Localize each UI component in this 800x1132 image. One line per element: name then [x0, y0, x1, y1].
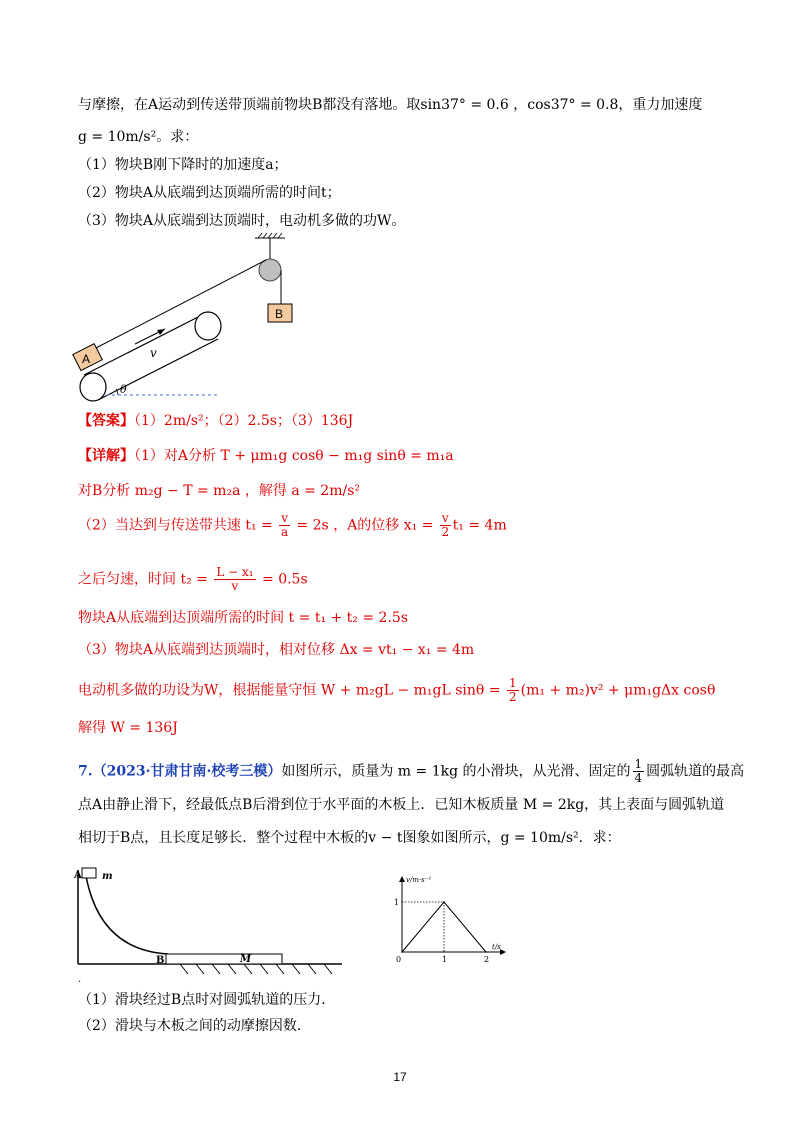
problem6-question-2: （2）物块A从底端到达顶端所需的时间t； [78, 185, 341, 201]
problem7-line-1: 7.（2023·甘肃甘南·校考三模）如图所示，质量为 m = 1kg 的小滑块，从光滑、固定的 $\frac{1}{4}$ 圆弧轨道的最高 [78, 757, 745, 785]
solution-line-5: 物块A从底端到达顶端所需的时间 t = t₁ + t₂ = 2.5s [78, 610, 409, 626]
conveyor-figure [70, 232, 310, 407]
block-a-label: A [82, 352, 91, 366]
origin-label: 0 [396, 955, 402, 964]
angle-label: θ [120, 383, 127, 396]
block-b-label: B [275, 307, 284, 321]
solution-line-4: 之后匀速，时间 t₂ = $\frac{\text{L − x₁}}{v}$ = 0.5s [78, 565, 308, 593]
data-point [485, 951, 487, 953]
answer-line [78, 411, 353, 431]
problem6-question-1: （1）物块B刚下降时的加速度a； [78, 157, 288, 173]
arc-track-figure [72, 868, 352, 978]
problem7-number: 7. [78, 763, 93, 780]
page-number: 17 [393, 1070, 407, 1084]
point-b-label: B [156, 955, 165, 966]
problem6-line-2: g = 10m/s²。求： [78, 129, 199, 145]
y-tick-label: 1 [394, 898, 400, 907]
answer-text: （1）2m/s²；（2）2.5s；（3）136J [134, 413, 354, 429]
x-axis-label: t/s [492, 943, 501, 951]
solution-line-7: 电动机多做的功设为W，根据能量守恒 W + m₂gL − m₁gL sinθ = $\frac{1}{2}$ (m₁ + m₂)v² + μm₁gΔx cosθ [78, 676, 716, 704]
problem7-line-2: 点A由静止滑下，经最低点B后滑到位于水平面的木板上．已知木板质量 M = 2kg，其上表面与圆弧轨道 [78, 797, 725, 813]
mass-m-label: m [102, 871, 113, 882]
wooden-board [166, 954, 282, 964]
problem7-line-3: 相切于B点，且长度足够长．整个过程中木板的v − t图象如图所示，g = 10m/s²．求： [78, 830, 621, 846]
problem7-source: （2023·甘肃甘南·校考三模） [92, 763, 282, 780]
solution-line-8: 解得 W = 136J [78, 720, 178, 736]
small-block [82, 868, 96, 878]
y-axis-label: v/m·s⁻¹ [406, 876, 432, 884]
solution-line-6: （3）物块A从底端到达顶端时，相对位移 Δx = vt₁ − x₁ = 4m [78, 642, 475, 658]
solution-line-2: 对B分析 m₂g − T = m₂a ，解得 a = 2m/s² [78, 483, 360, 499]
velocity-label: v [150, 346, 157, 360]
data-point [443, 901, 445, 903]
dot-mark: . [78, 974, 82, 985]
problem7-question-1: （1）滑块经过B点时对圆弧轨道的压力． [78, 992, 336, 1008]
detail-tag: 【详解】 [78, 448, 134, 464]
solution-line-3: （2）当达到与传送带共速 t₁ = $\frac{v}{a}$ = 2s ，A的位移 x₁ = $\frac{v}{2}$ t₁ = 4m [78, 511, 507, 539]
problem7-question-2: （2）滑块与木板之间的动摩擦因数． [78, 1018, 311, 1034]
point-a-label: A [74, 870, 82, 881]
data-point [401, 951, 403, 953]
answer-tag: 【答案】 [78, 413, 134, 429]
solution-line-1: 【详解】（1）对A分析 T + μm₁g cosθ − m₁g sinθ = m₁a [78, 448, 454, 464]
mass-big-m-label: M [240, 954, 252, 965]
problem6-question-3: （3）物块A从底端到达顶端时，电动机多做的功W。 [78, 213, 406, 229]
x-tick-label: 2 [484, 955, 490, 964]
x-tick-label: 1 [442, 955, 448, 964]
vt-chart [388, 870, 518, 970]
problem6-line-1: 与摩擦，在A运动到传送带顶端前物块B都没有落地。取sin37° = 0.6 ，cos37° = 0.8，重力加速度 [78, 97, 703, 113]
